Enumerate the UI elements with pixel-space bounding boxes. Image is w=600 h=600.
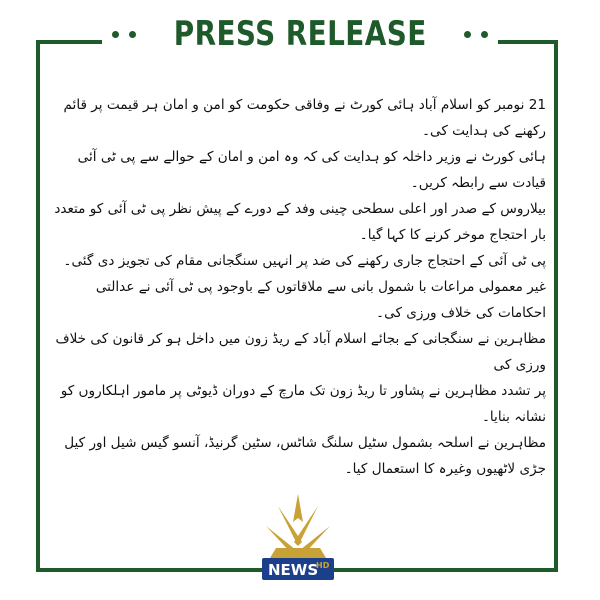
paragraph: مظاہرین نے اسلحہ بشمول سٹیل سلنگ شاٹس، سٹین گرنیڈ، آنسو گیس شیل اور کیل جڑی لاٹھیوں وغیرہ کا استعمال کیا۔ xyxy=(64,435,546,477)
minaret-emblem-icon xyxy=(266,494,330,558)
paragraph: پی ٹی آئی کے احتجاج جاری رکھنے کی ضد پر انہیں سنگجانی مقام کی تجویز دی گئی۔ xyxy=(63,253,546,269)
paragraph: ہائی کورٹ نے وزیر داخلہ کو ہدایت کی کہ وہ امن و امان کے حوالے سے پی ٹی آئی قیادت سے رابطہ کریں۔ xyxy=(77,149,546,191)
right-dot-icon xyxy=(464,31,471,38)
left-dot-icon xyxy=(129,31,136,38)
news-hd-logo xyxy=(256,492,340,588)
right-dot-icon xyxy=(481,31,488,38)
logo-hd-text: HD xyxy=(316,561,330,570)
paragraph: 21 نومبر کو اسلام آباد ہائی کورٹ نے وفاقی حکومت کو امن و امان ہر قیمت پر قائم رکھنے کی ہدایت کی۔ xyxy=(63,97,546,139)
title-bar xyxy=(0,14,600,54)
page-title: PRESS RELEASE xyxy=(173,14,427,54)
paragraph: غیر معمولی مراعات با شمول بانی سے ملاقاتوں کے باوجود پی ٹی آئی نے عدالتی احکامات کی خلاف ورزی کی۔ xyxy=(95,279,546,321)
paragraph: مظاہرین نے سنگجانی کے بجائے اسلام آباد کے ریڈ زون میں داخل ہو کر قانون کی خلاف ورزی کی xyxy=(55,331,546,373)
release-body xyxy=(52,92,546,482)
paragraph: بیلاروس کے صدر اور اعلی سطحی چینی وفد کے دورے کے پیش نظر پی ٹی آئی کو متعدد بار احتجاج موخر کرنے کا کہا گیا۔ xyxy=(54,201,546,243)
paragraph: پر تشدد مظاہرین نے پشاور تا ریڈ زون تک مارچ کے دوران ڈیوٹی پر مامور اہلکاروں کو نشانہ بنایا۔ xyxy=(60,383,546,425)
left-dot-icon xyxy=(112,31,119,38)
logo-text: NEWS xyxy=(268,561,319,579)
